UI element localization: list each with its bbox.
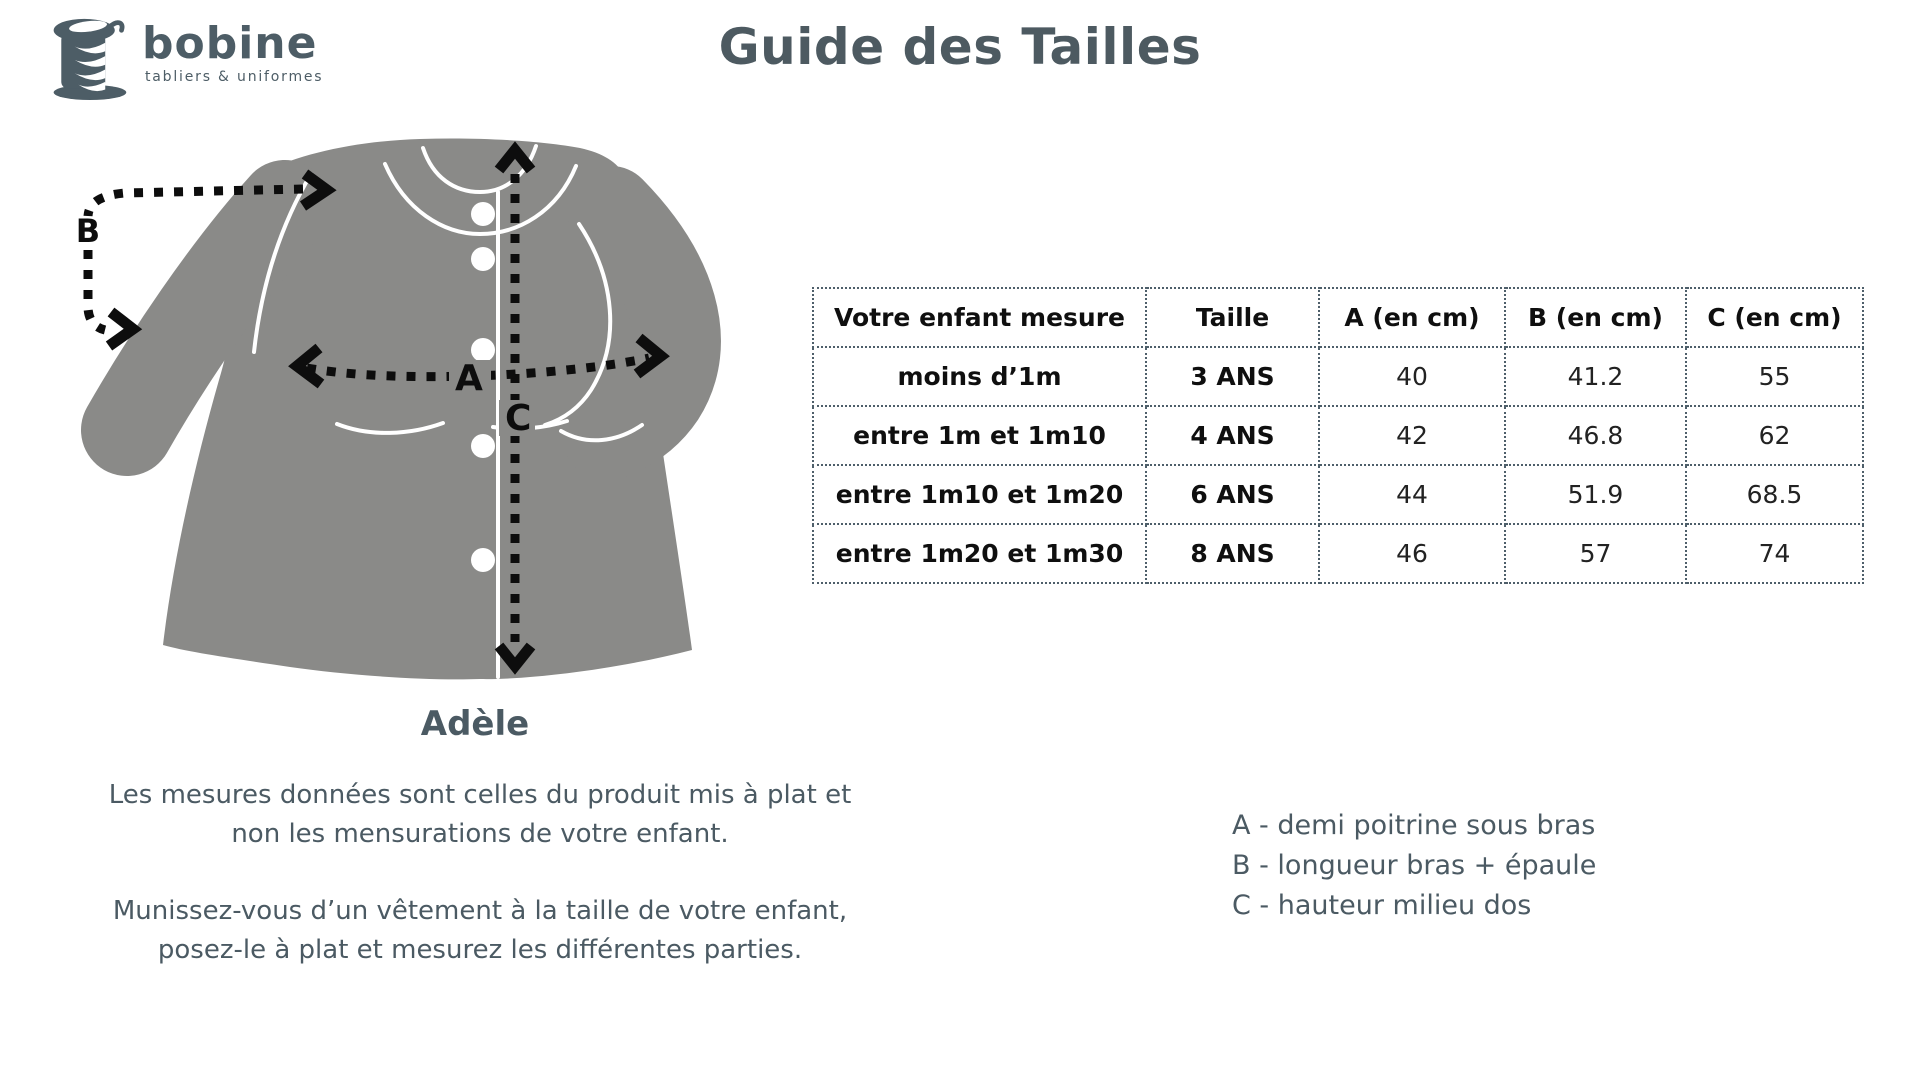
table-row	[813, 406, 1863, 465]
table-cell: 62	[1686, 406, 1863, 465]
measure-legend	[1232, 806, 1596, 926]
size-table	[812, 287, 1864, 584]
table-cell: 46.8	[1505, 406, 1686, 465]
brand-wordmark	[142, 18, 324, 85]
table-cell: 3 ANS	[1146, 347, 1319, 406]
table-cell: entre 1m10 et 1m20	[813, 465, 1146, 524]
table-cell: 8 ANS	[1146, 524, 1319, 583]
note-line: Munissez-vous d’un vêtement à la taille de votre enfant,	[112, 896, 848, 926]
note-line: Les mesures données sont celles du produit mis à plat et	[108, 780, 852, 810]
table-cell: 40	[1319, 347, 1505, 406]
measure-label-a: A	[455, 358, 483, 399]
table-cell: moins d’1m	[813, 347, 1146, 406]
table-cell: 42	[1319, 406, 1505, 465]
note-line: non les mensurations de votre enfant.	[231, 819, 729, 849]
table-row	[813, 465, 1863, 524]
brand-logo	[46, 14, 323, 102]
column-header: Taille	[1146, 288, 1319, 347]
table-cell: entre 1m20 et 1m30	[813, 524, 1146, 583]
table-cell: entre 1m et 1m10	[813, 406, 1146, 465]
table-cell: 51.9	[1505, 465, 1686, 524]
brand-tagline: tabliers & uniformes	[145, 69, 324, 85]
page-title: Guide des Tailles	[718, 18, 1202, 76]
note-flat-measures	[55, 776, 905, 854]
measure-label-b: B	[75, 212, 101, 250]
table-row	[813, 524, 1863, 583]
table-header-row	[813, 288, 1863, 347]
table-cell: 57	[1505, 524, 1686, 583]
garment-measurement-diagram	[55, 128, 755, 688]
legend-item-b: B - longueur bras + épaule	[1232, 850, 1597, 881]
table-cell: 68.5	[1686, 465, 1863, 524]
table-cell: 4 ANS	[1146, 406, 1319, 465]
product-name: Adèle	[420, 704, 530, 744]
table-cell: 41.2	[1505, 347, 1686, 406]
measure-label-c: C	[505, 398, 532, 439]
column-header: A (en cm)	[1319, 288, 1505, 347]
table-cell: 74	[1686, 524, 1863, 583]
thread-spool-icon	[46, 14, 132, 102]
table-cell: 44	[1319, 465, 1505, 524]
table-cell: 6 ANS	[1146, 465, 1319, 524]
table-cell: 46	[1319, 524, 1505, 583]
legend-item-a: A - demi poitrine sous bras	[1232, 810, 1596, 841]
column-header: C (en cm)	[1686, 288, 1863, 347]
column-header: Votre enfant mesure	[813, 288, 1146, 347]
note-how-to-measure	[55, 892, 905, 970]
brand-name: bobine	[142, 18, 318, 69]
column-header: B (en cm)	[1505, 288, 1686, 347]
note-line: posez-le à plat et mesurez les différentes parties.	[157, 935, 803, 965]
table-row	[813, 347, 1863, 406]
legend-item-c: C - hauteur milieu dos	[1232, 890, 1532, 921]
table-cell: 55	[1686, 347, 1863, 406]
